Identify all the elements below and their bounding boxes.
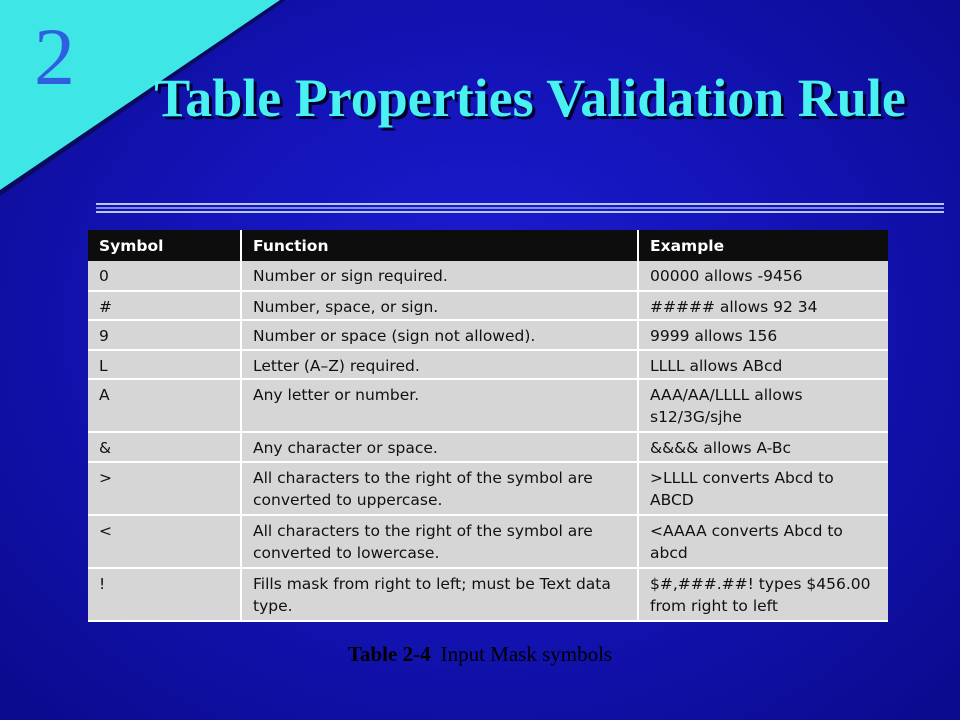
header-symbol: Symbol [88,230,241,261]
cell-example: <AAAA converts Abcd to abcd [638,515,888,568]
cell-symbol: < [88,515,241,568]
table-header-row [88,230,888,261]
cell-function: Letter (A–Z) required. [241,350,638,380]
cell-example: AAA/AA/LLLL allows s12/3G/sjhe [638,379,888,432]
caption-text: Input Mask symbols [440,642,613,666]
chapter-number: 2 [34,11,75,102]
cell-function: Any character or space. [241,432,638,462]
table-row [88,568,888,621]
cell-example: $#,###.##! types $456.00 from right to left [638,568,888,621]
header-example: Example [638,230,888,261]
cell-symbol: L [88,350,241,380]
cell-example: LLLL allows ABcd [638,350,888,380]
table-caption [0,642,960,667]
caption-label: Table 2-4 [347,642,431,666]
header-function: Function [241,230,638,261]
table-row [88,350,888,380]
cell-example: 9999 allows 156 [638,320,888,350]
cell-function: All characters to the right of the symbol are converted to uppercase. [241,462,638,515]
table-row [88,515,888,568]
table-row [88,379,888,432]
cell-symbol: 0 [88,261,241,291]
cell-function: Number or space (sign not allowed). [241,320,638,350]
table-row [88,320,888,350]
cell-function: Number or sign required. [241,261,638,291]
input-mask-table-container [88,230,888,622]
title-divider [96,203,944,215]
cell-symbol: > [88,462,241,515]
cell-example: ##### allows 92 34 [638,291,888,321]
table-row [88,462,888,515]
table-row [88,261,888,291]
cell-function: Fills mask from right to left; must be Text data type. [241,568,638,621]
cell-symbol: & [88,432,241,462]
input-mask-table [88,230,888,622]
slide-title: Table Properties Validation Rule [154,68,906,128]
cell-example: 00000 allows -9456 [638,261,888,291]
cell-function: All characters to the right of the symbol are converted to lowercase. [241,515,638,568]
cell-function: Any letter or number. [241,379,638,432]
cell-symbol: # [88,291,241,321]
cell-example: >LLLL converts Abcd to ABCD [638,462,888,515]
cell-symbol: A [88,379,241,432]
cell-example: &&&& allows A-Bc [638,432,888,462]
table-row [88,432,888,462]
table-row [88,291,888,321]
cell-symbol: ! [88,568,241,621]
cell-function: Number, space, or sign. [241,291,638,321]
cell-symbol: 9 [88,320,241,350]
